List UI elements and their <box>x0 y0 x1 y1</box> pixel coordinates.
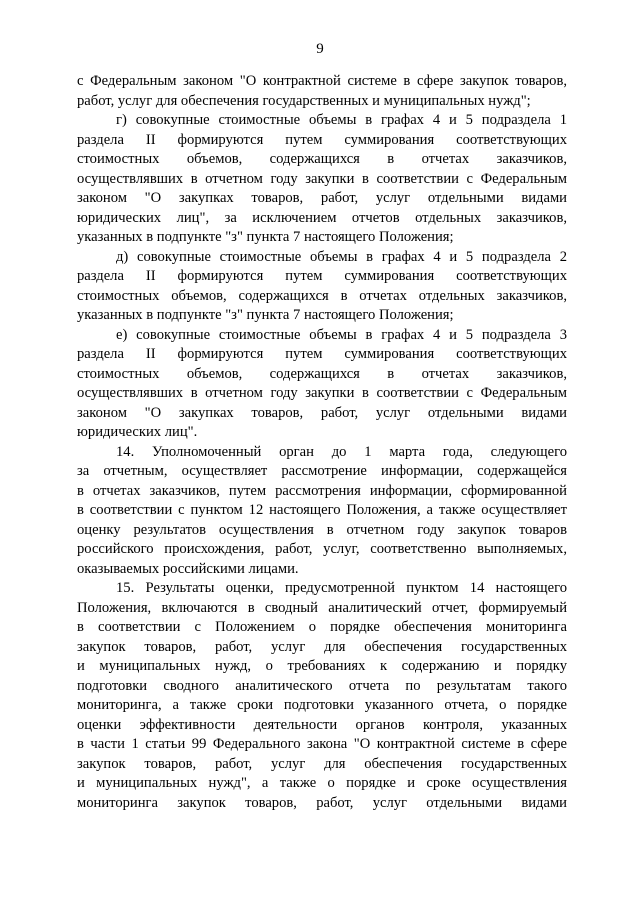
text-line: указанных в подпункте "з" пункта 7 настоящего Положения; <box>77 307 454 323</box>
text-line: стоимостных объемов, содержащихся в отчетах заказчиков, <box>77 151 567 167</box>
text-line: осуществлявших в отчетном году закупки в соответствии с Федеральным <box>77 385 567 401</box>
text-line: оценку результатов осуществления в отчетном году закупок товаров <box>77 521 567 538</box>
text-line: раздела II формируются путем суммирования соответствующих <box>77 346 567 362</box>
text-line: работ, услуг для обеспечения государственных и муниципальных нужд"; <box>77 92 531 109</box>
text-line: законом "О закупках товаров, работ, услуг отдельными видами <box>77 404 567 421</box>
text-line: оценки эффективности деятельности органов контроля, указанных <box>77 716 567 733</box>
text-line: 14. Уполномоченный орган до 1 марта года, следующего <box>116 443 567 460</box>
page-number: 9 <box>316 41 324 57</box>
text-line: 15. Результаты оценки, предусмотренной пунктом 14 настоящего <box>116 580 567 596</box>
text-line: в соответствии с пунктом 12 настоящего Положения, а также осуществляет <box>77 502 567 518</box>
text-line: в соответствии с Положением о порядке обеспечения мониторинга <box>77 619 567 635</box>
document-body <box>77 72 567 813</box>
text-line: г) совокупные стоимостные объемы в графах 4 и 5 подраздела 1 <box>116 112 567 128</box>
text-line: в отчетах заказчиков, путем рассмотрения информации, сформированной <box>77 482 567 499</box>
text-line: в части 1 статьи 99 Федерального закона "О контрактной системе в сфере <box>77 736 567 752</box>
text-line: раздела II формируются путем суммирования соответствующих <box>77 268 567 284</box>
text-line: стоимостных объемов, содержащихся в отчетах заказчиков, <box>77 365 567 382</box>
text-line: и муниципальных нужд", а также о порядке и сроке осуществления <box>77 775 567 791</box>
text-line: осуществлявших в отчетном году закупки в соответствии с Федеральным <box>77 170 567 187</box>
text-line: с Федеральным законом "О контрактной системе в сфере закупок товаров, <box>77 73 567 89</box>
text-line: и муниципальных нужд, о требованиях к содержанию и порядку <box>77 658 567 674</box>
text-line: закупок товаров, работ, услуг для обеспечения государственных <box>77 638 567 655</box>
text-line: мониторинга, а также сроки подготовки указанного отчета, о порядке <box>77 697 567 713</box>
text-line: закупок товаров, работ, услуг для обеспечения государственных <box>77 755 567 772</box>
text-line: раздела II формируются путем суммирования соответствующих <box>77 131 567 148</box>
text-line: за отчетным, осуществляет рассмотрение информации, содержащейся <box>77 463 567 479</box>
text-line: российского происхождения, работ, услуг, соответственно выполняемых, <box>77 541 567 557</box>
text-line: Положения, включаются в сводный аналитический отчет, формируемый <box>77 599 567 616</box>
text-line: оказываемых российскими лицами. <box>77 560 299 577</box>
text-line: юридических лиц". <box>77 424 198 440</box>
text-line: е) совокупные стоимостные объемы в графах 4 и 5 подраздела 3 <box>116 326 567 343</box>
text-line: юридических лиц", за исключением отчетов отдельных заказчиков, <box>77 209 567 226</box>
text-line: стоимостных объемов, содержащихся в отчетах отдельных заказчиков, <box>77 287 567 304</box>
text-line: указанных в подпункте "з" пункта 7 настоящего Положения; <box>77 229 454 245</box>
text-line: мониторинга закупок товаров, работ, услуг отдельными видами <box>77 794 567 811</box>
text-line: подготовки сводного аналитического отчета по результатам такого <box>77 677 567 694</box>
text-line: законом "О закупках товаров, работ, услуг отдельными видами <box>77 190 567 206</box>
text-line: д) совокупные стоимостные объемы в графах 4 и 5 подраздела 2 <box>116 248 567 265</box>
